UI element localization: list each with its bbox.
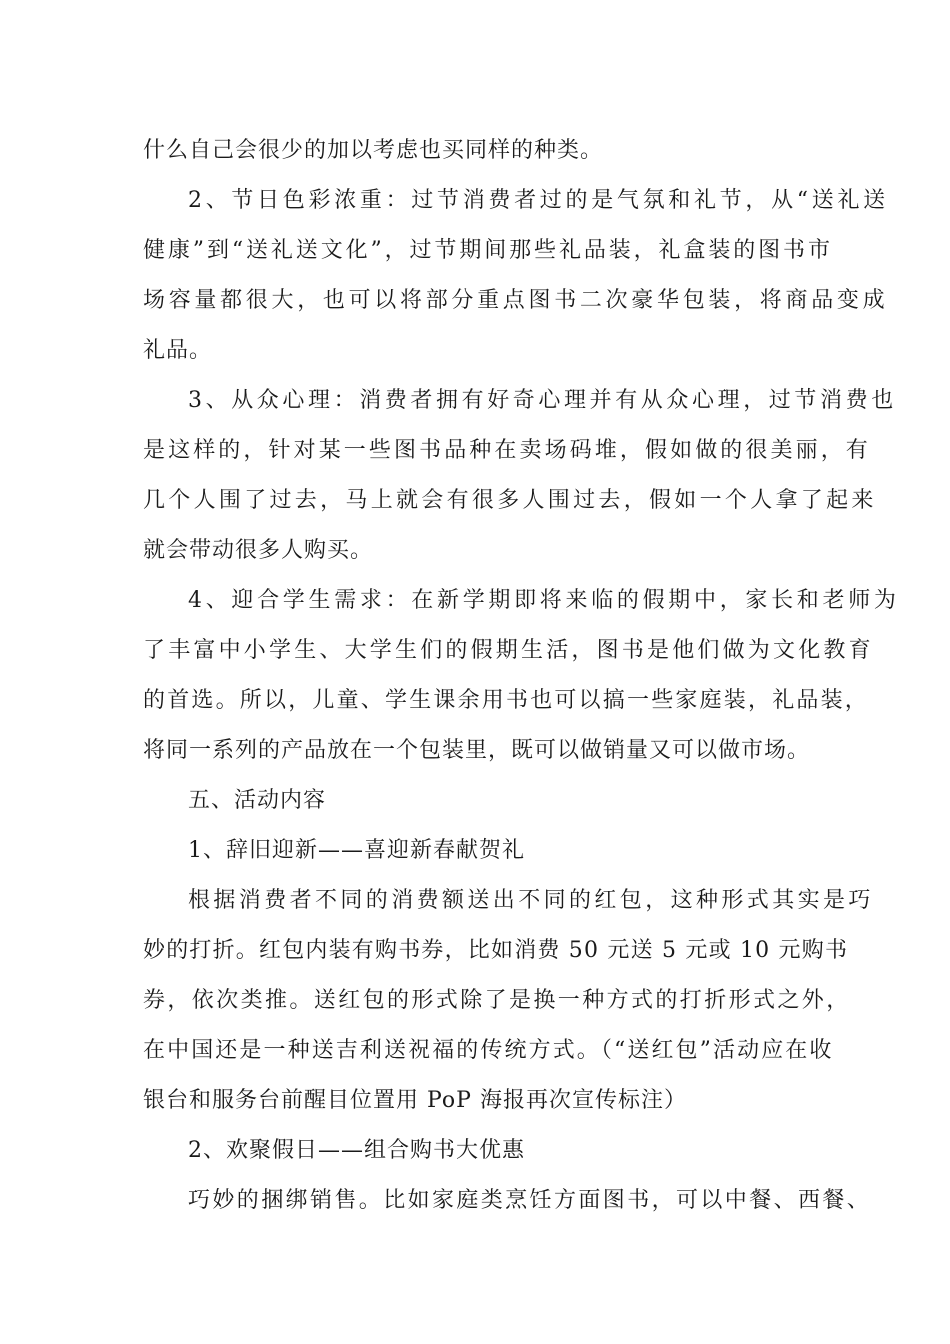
text-line: 几个人围了过去，马上就会有很多人围过去，假如一个人拿了起来 — [143, 488, 877, 513]
text-line: 礼品。 — [143, 338, 213, 363]
text-line: 的首选。所以，儿童、学生课余用书也可以搞一些家庭装，礼品装， — [143, 688, 870, 713]
subsection-heading: 2、欢聚假日——组合购书大优惠 — [188, 1138, 525, 1163]
text-line: 妙的打折。红包内装有购书券，比如消费 50 元送 5 元或 10 元购书 — [143, 938, 849, 963]
paragraph-start: 巧妙的捆绑销售。比如家庭类烹饪方面图书，可以中餐、西餐、 — [188, 1188, 872, 1213]
text-line: 在中国还是一种送吉利送祝福的传统方式。（“送红包”活动应在收 — [143, 1038, 834, 1063]
paragraph-4-heading: 4、迎合学生需求：在新学期即将来临的假期中，家长和老师为 — [188, 588, 900, 613]
paragraph-start: 根据消费者不同的消费额送出不同的红包，这种形式其实是巧 — [188, 888, 874, 913]
subsection-heading: 1、辞旧迎新——喜迎新春献贺礼 — [188, 838, 525, 863]
text-line: 什么自己会很少的加以考虑也买同样的种类。 — [143, 138, 604, 163]
paragraph-2-heading: 2、节日色彩浓重：过节消费者过的是气氛和礼节，从“送礼送 — [188, 188, 889, 213]
text-line: 场容量都很大，也可以将部分重点图书二次豪华包装，将商品变成 — [143, 288, 889, 313]
section-heading: 五、活动内容 — [188, 788, 327, 813]
text-line: 是这样的，针对某一些图书品种在卖场码堆，假如做的很美丽，有 — [143, 438, 871, 463]
text-line: 就会带动很多人购买。 — [143, 538, 374, 563]
text-line: 健康”到“送礼送文化”，过节期间那些礼品装，礼盒装的图书市 — [143, 238, 833, 263]
text-line: 银台和服务台前醒目位置用 PoP 海报再次宣传标注） — [143, 1088, 687, 1113]
text-line: 将同一系列的产品放在一个包装里，既可以做销量又可以做市场。 — [143, 738, 811, 763]
text-line: 了丰富中小学生、大学生们的假期生活，图书是他们做为文化教育 — [143, 638, 874, 663]
text-line: 券，依次类推。送红包的形式除了是换一种方式的打折形式之外， — [143, 988, 851, 1013]
paragraph-3-heading: 3、从众心理：消费者拥有好奇心理并有从众心理，过节消费也 — [188, 388, 897, 413]
